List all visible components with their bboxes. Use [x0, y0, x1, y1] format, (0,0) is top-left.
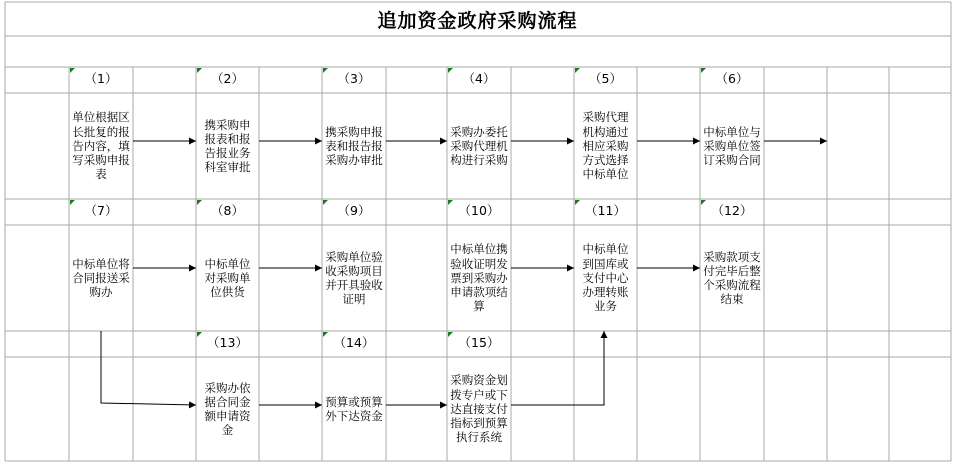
step-box-15 [450, 357, 508, 461]
step-number-3: （3） [337, 71, 371, 86]
step-box-11 [577, 225, 634, 331]
step-box-12 [703, 225, 761, 331]
step-number-7: （7） [84, 203, 118, 218]
step-number-13: （13） [207, 335, 248, 350]
step-box-4 [450, 93, 508, 199]
arrow-15-to-11 [511, 331, 604, 405]
step-box-8 [199, 225, 256, 331]
step-text-13: 采购办依据合同金额申请资金 [204, 380, 251, 438]
step-number-1: （1） [84, 71, 118, 86]
step-text-15: 采购资金划拨专户或下达直接支付指标到预算执行系统 [450, 373, 508, 445]
step-number-8: （8） [211, 203, 244, 218]
step-box-1 [72, 93, 130, 199]
step-text-2: 携采购申报表和报告报业务科室审批 [204, 117, 251, 175]
step-number-4: （4） [462, 71, 496, 86]
step-number-10: （10） [458, 203, 500, 218]
step-text-8: 中标单位对采购单位供货 [204, 256, 251, 300]
step-box-2 [199, 93, 256, 199]
step-text-12: 采购款项支付完毕后整个采购流程结束 [703, 249, 761, 307]
step-text-14: 预算或预算外下达资金 [325, 394, 383, 423]
step-text-5: 采购代理机构通过相应采购方式选择中标单位 [582, 110, 629, 182]
step-number-9: （9） [337, 203, 371, 218]
step-box-3 [325, 93, 383, 199]
step-text-10: 中标单位携验收证明发票到采购办申请款项结算 [450, 242, 508, 314]
step-number-2: （2） [211, 71, 244, 86]
arrow-7-to-13 [101, 331, 196, 405]
step-number-11: （11） [585, 203, 626, 218]
step-box-5 [577, 93, 634, 199]
step-box-9 [325, 225, 383, 331]
step-text-3: 携采购申报表和报告报采购办审批 [325, 124, 383, 168]
step-box-7 [72, 225, 130, 331]
step-box-6 [703, 93, 761, 199]
step-text-1: 单位根据区长批复的报告内容，填写采购申报表 [72, 110, 130, 182]
step-box-10 [450, 225, 508, 331]
step-number-12: （12） [711, 203, 753, 218]
step-text-7: 中标单位将合同报送采购办 [72, 256, 130, 300]
step-number-15: （15） [458, 335, 500, 350]
step-text-4: 采购办委托采购代理机构进行采购 [450, 124, 508, 168]
step-number-5: （5） [589, 71, 622, 86]
step-text-9: 采购单位验收采购项目并开具验收证明 [325, 249, 383, 307]
step-box-14 [325, 357, 383, 461]
step-box-13 [199, 357, 256, 461]
step-number-6: （6） [715, 71, 749, 86]
step-text-6: 中标单位与采购单位签订采购合同 [703, 124, 761, 168]
step-number-14: （14） [333, 335, 375, 350]
step-text-11: 中标单位到国库或支付中心办理转账业务 [582, 242, 629, 314]
flowchart-title: 追加资金政府采购流程 [377, 9, 578, 32]
